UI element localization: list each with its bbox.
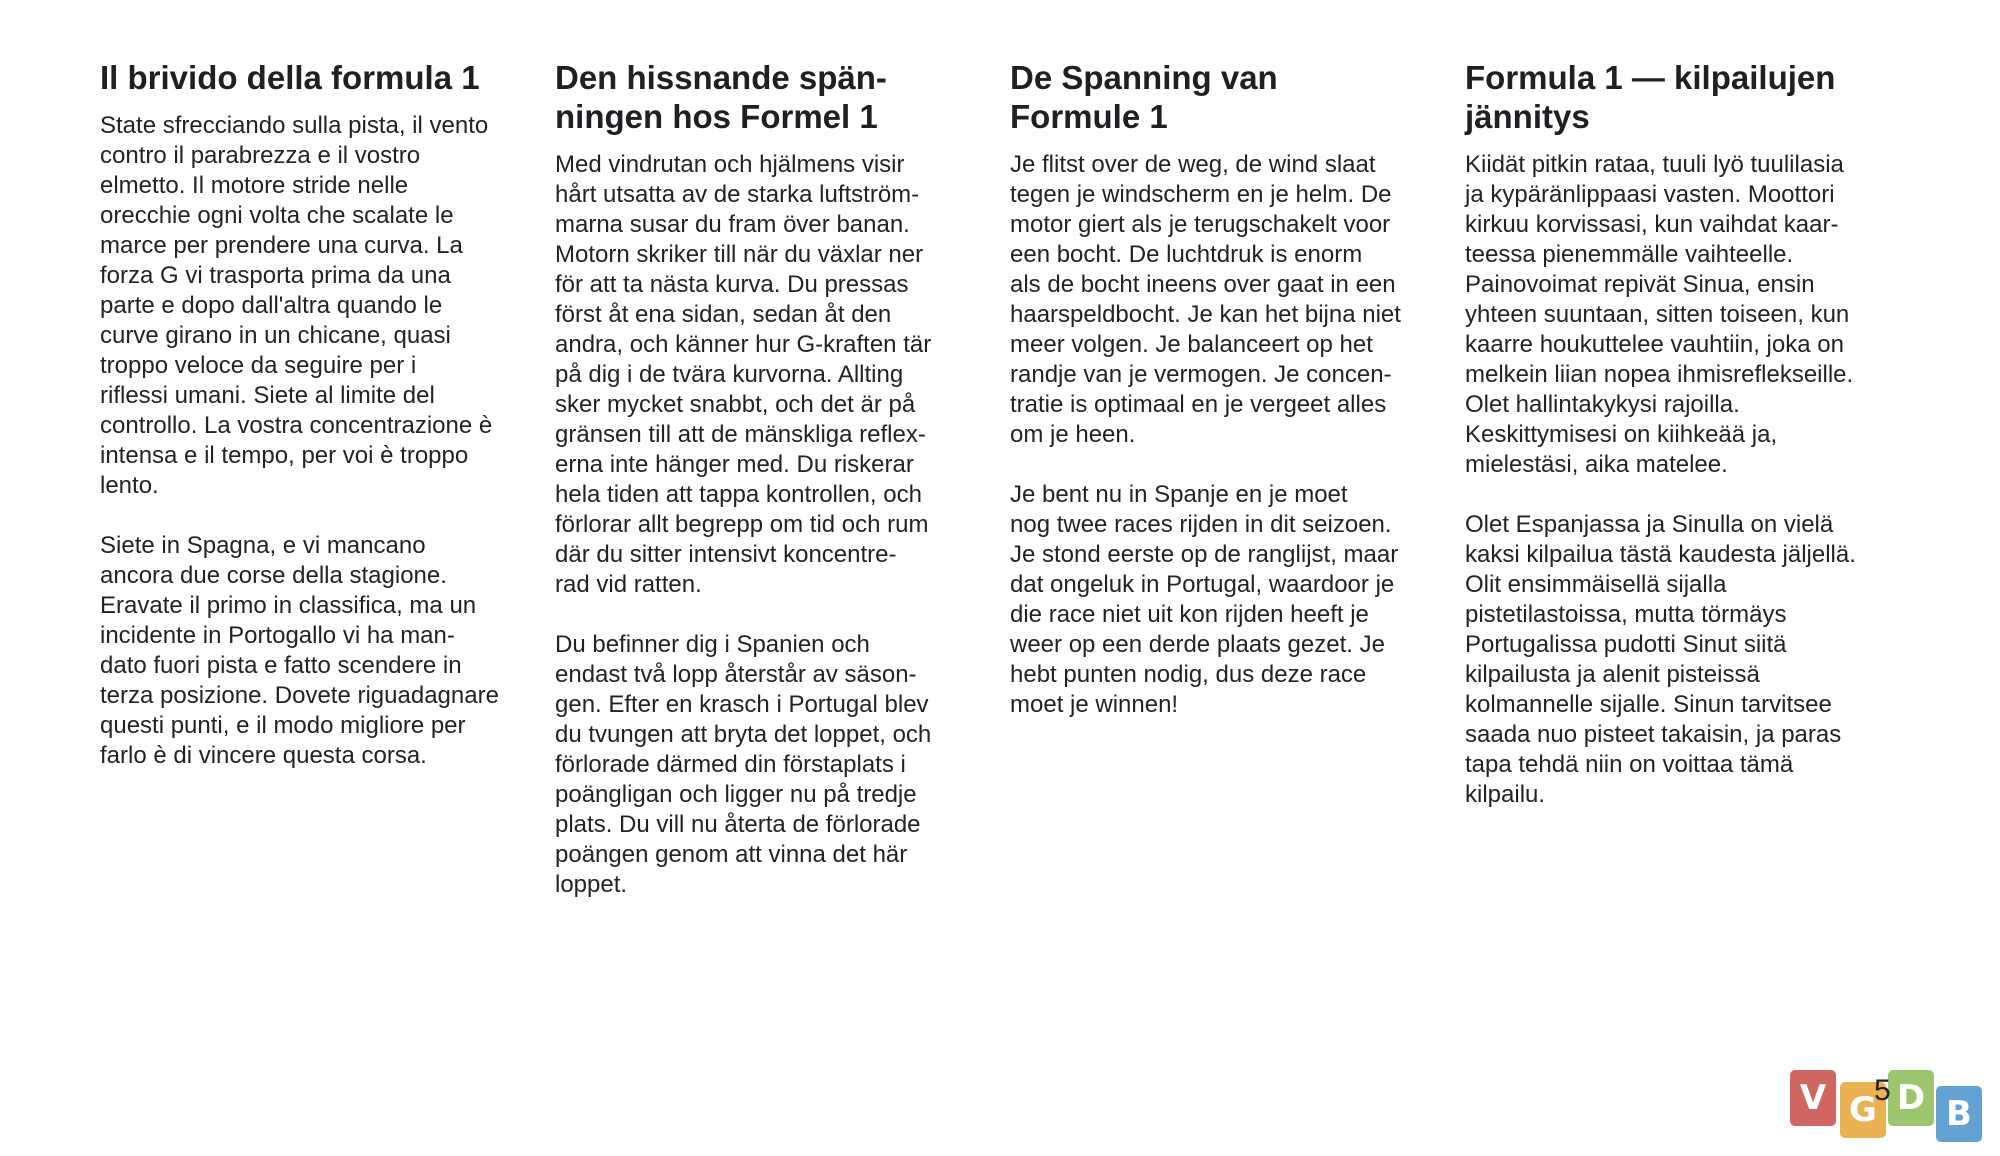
italian-column: [100, 58, 530, 801]
finnish-paragraph-1: Kiidät pitkin rataa, tuuli lyö tuulilasia ja kypäränlippaasi vasten. Moottori kirkuu korvissasi, kun vaihdat kaar- teessa pienemmälle vaihteelle. Painovoimat repivät Sinua, ensin yhteen suuntaan, sitten toiseen, kun kaarre houkuttelee vauhtiin, joka on melkein liian nopea ihmisreflekseille. Olet hallintakykysi rajoilla. Keskittymisesi on kiihkeää ja, mielestäsi, aika matelee.: [1465, 151, 1854, 478]
watermark-tile-d: D: [1888, 1070, 1934, 1126]
italian-paragraph-2: Siete in Spagna, e vi mancano ancora due corse della stagione. Eravate il primo in classifica, ma un incidente in Portogallo vi ha man- dato fuori pista e fatto scendere in terza posizione. Dovete riguadagnare questi punti, e il modo migliore per farlo è di vincere questa corsa.: [100, 532, 499, 769]
italian-paragraph-1: State sfrecciando sulla pista, il vento contro il parabrezza e il vostro elmetto. Il motore stride nelle orecchie ogni volta che scalate le marce per prendere una curva. La forza G vi trasporta prima da una parte e dopo dall'altra quando le curve girano in un chicane, quasi troppo veloce da seguire per i riflessi umani. Siete al limite del controllo. La vostra concentrazione è intensa e il tempo, per voi è troppo lento.: [100, 112, 493, 499]
finnish-paragraph-2: Olet Espanjassa ja Sinulla on vielä kaksi kilpailua tästä kaudesta jäljellä. Olit ensimmäisellä sijalla pistetilastoissa, mutta törmäys Portugalissa pudotti Sinut siitä kilpailusta ja alenit pisteissä kolmannelle sijalle. Sinun tarvitsee saada nuo pisteet takaisin, ja paras tapa tehdä niin on voittaa tämä kilpailu.: [1465, 511, 1856, 808]
swedish-paragraph-2: Du befinner dig i Spanien och endast två lopp återstår av säson- gen. Efter en krasch i Portugal blev du tvungen att bryta det loppet, och förlorade därmed din förstaplats i poängligan och ligger nu på tredje plats. Du vill nu återta de förlorade poängen genom att vinna det här loppet.: [555, 631, 932, 898]
page-number: 5: [1874, 1074, 1891, 1107]
watermark-tile-b: B: [1936, 1086, 1982, 1142]
watermark-tile-v: V: [1790, 1070, 1836, 1126]
swedish-paragraph-1: Med vindrutan och hjälmens visir hårt utsatta av de starka luftström- marna susar du fram över banan. Motorn skriker till när du växlar ner för att ta nästa kurva. Du pressas först åt ena sidan, sedan åt den andra, och känner hur G-kraften tär på dig i de tvära kurvorna. Allting sker mycket snabbt, och det är på gränsen till att de mänskliga reflex- erna inte hänger med. Du riskerar hela tiden att tappa kontrollen, och förlorar allt begrepp om tid och rum där du sitter intensivt koncentre- rad vid ratten.: [555, 151, 932, 598]
dutch-heading: De Spanning van Formule 1: [1010, 59, 1278, 135]
dutch-paragraph-2: Je bent nu in Spanje en je moet nog twee races rijden in dit seizoen. Je stond eerste op de ranglijst, maar dat ongeluk in Portugal, waardoor je die race niet uit kon rijden heeft je weer op een derde plaats gezet. Je hebt punten nodig, dus deze race moet je winnen!: [1010, 481, 1399, 718]
italian-heading: Il brivido della formula 1: [100, 59, 480, 96]
dutch-column: [1010, 58, 1440, 750]
swedish-heading: Den hissnande spän- ningen hos Formel 1: [555, 59, 887, 135]
finnish-column: [1465, 58, 1895, 840]
finnish-heading: Formula 1 — kilpailujen jännitys: [1465, 59, 1836, 135]
watermark-tile-g: G: [1840, 1082, 1886, 1138]
dutch-paragraph-1: Je flitst over de weg, de wind slaat tegen je windscherm en je helm. De motor giert als je terugschakelt voor een bocht. De luchtdruk is enorm als de bocht ineens over gaat in een haarspeldbocht. Je kan het bijna niet meer volgen. Je balanceert op het randje van je vermogen. Je concen- tratie is optimaal en je vergeet alles om je heen.: [1010, 151, 1401, 448]
swedish-column: [555, 58, 985, 930]
